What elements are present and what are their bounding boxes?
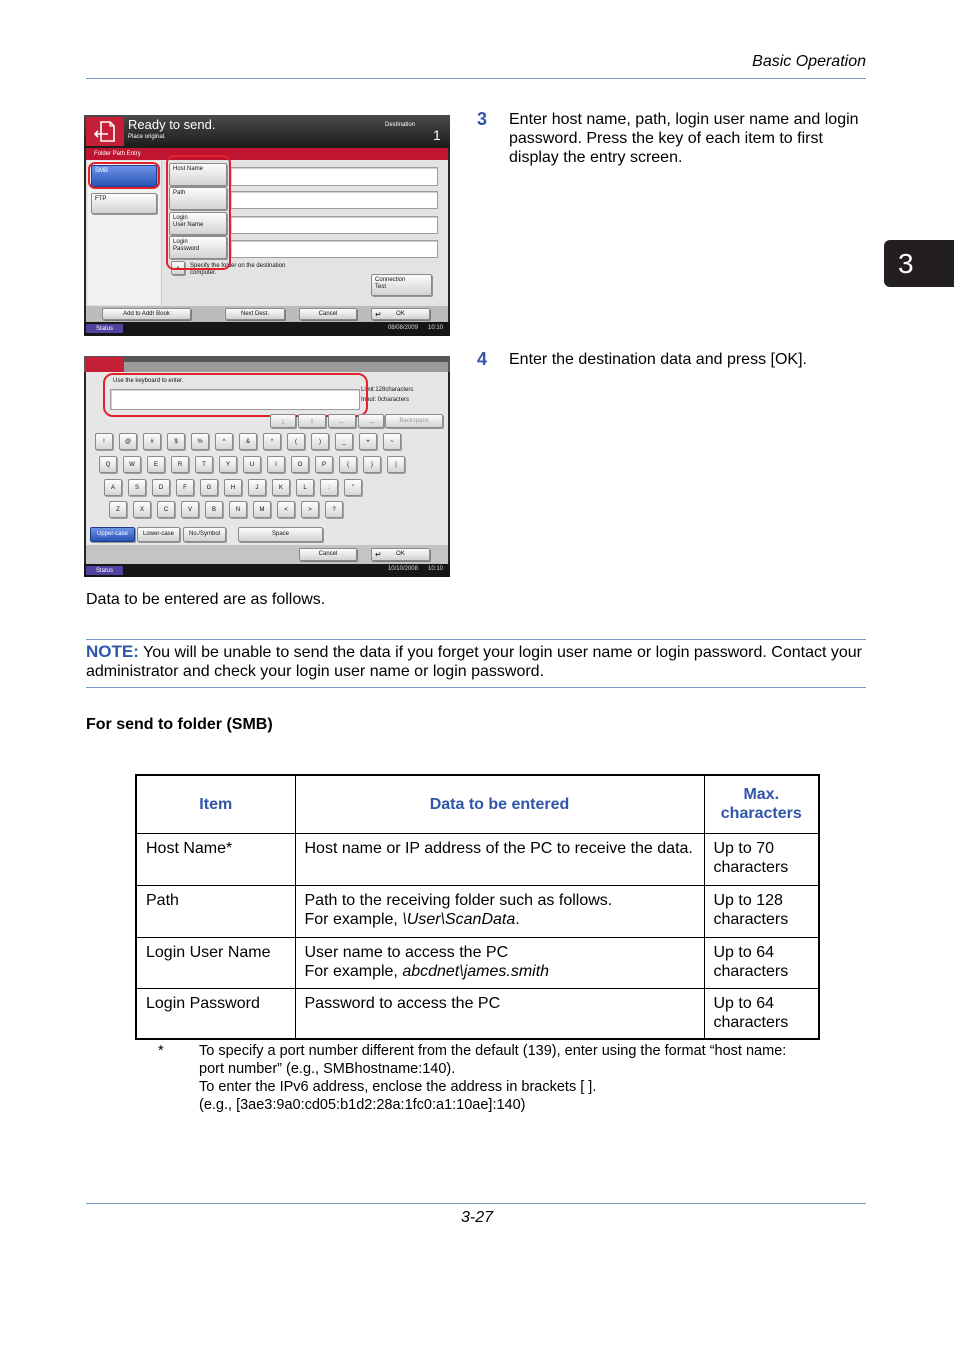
key-k[interactable]: K [272,479,290,496]
chapter-tab [884,240,954,287]
cell-item: Login User Name [136,937,295,988]
connection-test-button[interactable]: Connection Test [371,274,432,296]
smb-data-table [135,774,820,1040]
keyboard-prompt: Use the keyboard to enter. [113,378,184,384]
keyboard [84,356,450,577]
header-rule [86,78,866,79]
destination-label: Destination [385,122,416,128]
path-button[interactable]: Path [169,187,227,210]
folder-path-entry-screenshot [84,115,450,336]
ok-label: OK [396,551,405,557]
key-symbol[interactable]: " [344,479,362,496]
status-button[interactable]: Status [86,324,123,333]
path-field[interactable] [230,191,438,209]
ok-button[interactable] [371,548,430,561]
next-dest-button[interactable]: Next Dest. [225,308,285,320]
enter-icon: ↵ [375,550,382,559]
smb-button[interactable]: SMB [91,165,157,187]
panel-title-bar [86,148,448,160]
key-w[interactable]: W [123,456,141,473]
cell-data [295,937,704,988]
key-p[interactable]: P [315,456,333,473]
login-user-name-field[interactable] [230,216,438,234]
key-symbol[interactable]: < [277,501,295,518]
note [86,642,886,681]
panel-title: Folder Path Entry [94,151,141,157]
time: 10:10 [427,325,443,331]
cell-data [295,885,704,937]
key-g[interactable]: G [200,479,218,496]
status-button[interactable]: Status [86,566,123,575]
chapter-number: 3 [898,248,914,279]
column-header-max: Max. characters [704,775,819,833]
cell-data [295,988,704,1039]
key-symbol[interactable]: } [363,456,381,473]
step-text: Enter host name, path, login user name and login password. Press the key of each item to first display the entry screen. [509,111,859,166]
number-symbol-button[interactable]: No./Symbol [183,527,226,542]
key-f[interactable]: F [176,479,194,496]
key-symbol[interactable]: % [191,433,209,450]
key-symbol[interactable]: { [339,456,357,473]
date: 10/10/2008 [387,566,418,572]
note-text: You will be unable to send the data if you forget your login user name or login password. Contact your administrator and check your login user name or login password. [86,644,862,680]
key-s[interactable]: S [128,479,146,496]
key-symbol[interactable]: + [359,433,377,450]
date: 08/08/2009 [387,325,418,331]
step-text: Enter the destination data and press [OK]. [509,351,807,368]
note-label: NOTE: [86,642,139,661]
key-b[interactable]: B [205,501,223,518]
table-row [136,988,819,1039]
backspace-button[interactable]: Backspace [385,414,443,428]
example-prefix: For example, [304,910,403,928]
key-v[interactable]: V [181,501,199,518]
destination-count: 1 [433,127,441,143]
key-symbol[interactable]: _ [335,433,353,450]
cell-max: Up to 64 characters [704,937,819,988]
key-e[interactable]: E [147,456,165,473]
key-x[interactable]: X [133,501,151,518]
example-suffix: . [515,910,520,928]
key-n[interactable]: N [229,501,247,518]
key-z[interactable]: Z [109,501,127,518]
footnote-text: To specify a port number different from the default (139), enter using the format “host name: port number” (e.g., SMBhostname:140). To enter the IPv6 address, enclose the address in brackets [ ]. (e.g., [3ae3:9a0:cd05:b1d2:28a:1fc0:a1:10ae]:140) [199,1043,787,1113]
date-time [388,566,443,573]
key-y[interactable]: Y [219,456,237,473]
key-j[interactable]: J [248,479,266,496]
note-bottom-rule [86,687,866,688]
table-row [136,833,819,885]
table-header-row [136,775,819,833]
key-d[interactable]: D [152,479,170,496]
key-o[interactable]: O [291,456,309,473]
footnote-marker: * [158,1043,164,1059]
key-symbol[interactable]: | [387,456,405,473]
running-header: Basic Operation [752,53,866,70]
key-symbol[interactable]: $ [167,433,185,450]
host-name-field[interactable] [230,167,438,186]
key-symbol[interactable]: ( [287,433,305,450]
key-symbol[interactable]: ~ [383,433,401,450]
key-h[interactable]: H [224,479,242,496]
example-value: \User\ScanData [402,910,516,928]
field-keys-highlight [166,155,231,270]
login-password-button[interactable]: Login Password [169,236,227,259]
ok-label: OK [396,310,405,317]
arrow-up-icon: ↑ [309,415,315,426]
character-count: Input: 0characters [361,397,410,403]
table-row [136,885,819,937]
column-header-data: Data to be entered [295,775,704,833]
cell-max: Up to 64 characters [704,988,819,1039]
step-number: 3 [477,109,488,129]
cancel-button[interactable]: Cancel [299,548,357,561]
login-password-field[interactable] [230,240,438,258]
key-symbol[interactable]: ^ [215,433,233,450]
page-number: 3-27 [460,1209,494,1226]
footer-rule [86,1203,866,1204]
cell-data-text: Host name or IP address of the PC to receive the data. [304,839,693,857]
login-user-name-button[interactable]: Login User Name [169,212,227,235]
host-name-button[interactable]: Host Name [169,163,227,186]
key-l[interactable]: L [296,479,314,496]
info-text: Specify the folder on the destination computer. [190,263,286,276]
enter-icon: ↵ [375,310,382,319]
key-symbol[interactable]: & [239,433,257,450]
table-row [136,937,819,988]
cell-data-text: Password to access the PC [304,994,501,1012]
upper-case-button[interactable]: Upper-case [90,527,135,542]
screen-title: Ready to send. [128,117,216,132]
key-symbol[interactable]: ) [311,433,329,450]
cancel-button[interactable]: Cancel [299,308,357,320]
example-value: abcdnet\james.smith [402,962,550,980]
smb-highlight [88,162,160,189]
arrow-right-icon: → [366,415,376,426]
key-symbol[interactable]: ! [95,433,113,450]
arrow-left-icon: ← [337,415,347,426]
key-i[interactable]: I [267,456,285,473]
character-limit: Limit:128characters [361,387,414,393]
key-m[interactable]: M [253,501,271,518]
cell-item: Path [136,885,295,937]
info-icon[interactable]: ▲ [171,261,185,275]
example-prefix: For example, [304,962,403,980]
key-t[interactable]: T [195,456,213,473]
cell-max: Up to 128 characters [704,885,819,937]
space-button[interactable]: Space [238,527,323,542]
arrow-down-icon: ↓ [280,415,286,426]
key-symbol[interactable]: * [263,433,281,450]
step-number: 4 [477,349,488,369]
time: 10:10 [427,566,443,572]
cell-data-text: User name to access the PC [304,943,509,961]
date-time [388,325,443,332]
key-symbol[interactable]: @ [119,433,137,450]
column-header-item: Item [136,775,295,833]
cell-max: Up to 70 characters [704,833,819,885]
lower-case-button[interactable]: Lower-case [137,527,180,542]
cell-data-text: Path to the receiving folder such as follows. [304,891,613,909]
key-u[interactable]: U [243,456,261,473]
keyboard-entry-screenshot [84,356,450,577]
key-symbol[interactable]: : [320,479,338,496]
key-symbol[interactable]: ? [325,501,343,518]
ok-button[interactable] [371,308,430,320]
key-a[interactable]: A [104,479,122,496]
add-to-addr-book-button[interactable]: Add to Addr Book [102,308,191,320]
key-r[interactable]: R [171,456,189,473]
key-c[interactable]: C [157,501,175,518]
key-symbol[interactable]: > [301,501,319,518]
cell-item: Host Name* [136,833,295,885]
ftp-button[interactable]: FTP [91,193,157,214]
screen-subtitle: Place original. [128,134,166,140]
section-heading: For send to folder (SMB) [86,716,273,733]
key-q[interactable]: Q [99,456,117,473]
key-symbol[interactable]: # [143,433,161,450]
cell-data [295,833,704,885]
note-top-rule [86,639,866,640]
intro-text: Data to be entered are as follows. [86,591,326,608]
send-document-icon [86,117,124,146]
cell-item: Login Password [136,988,295,1039]
